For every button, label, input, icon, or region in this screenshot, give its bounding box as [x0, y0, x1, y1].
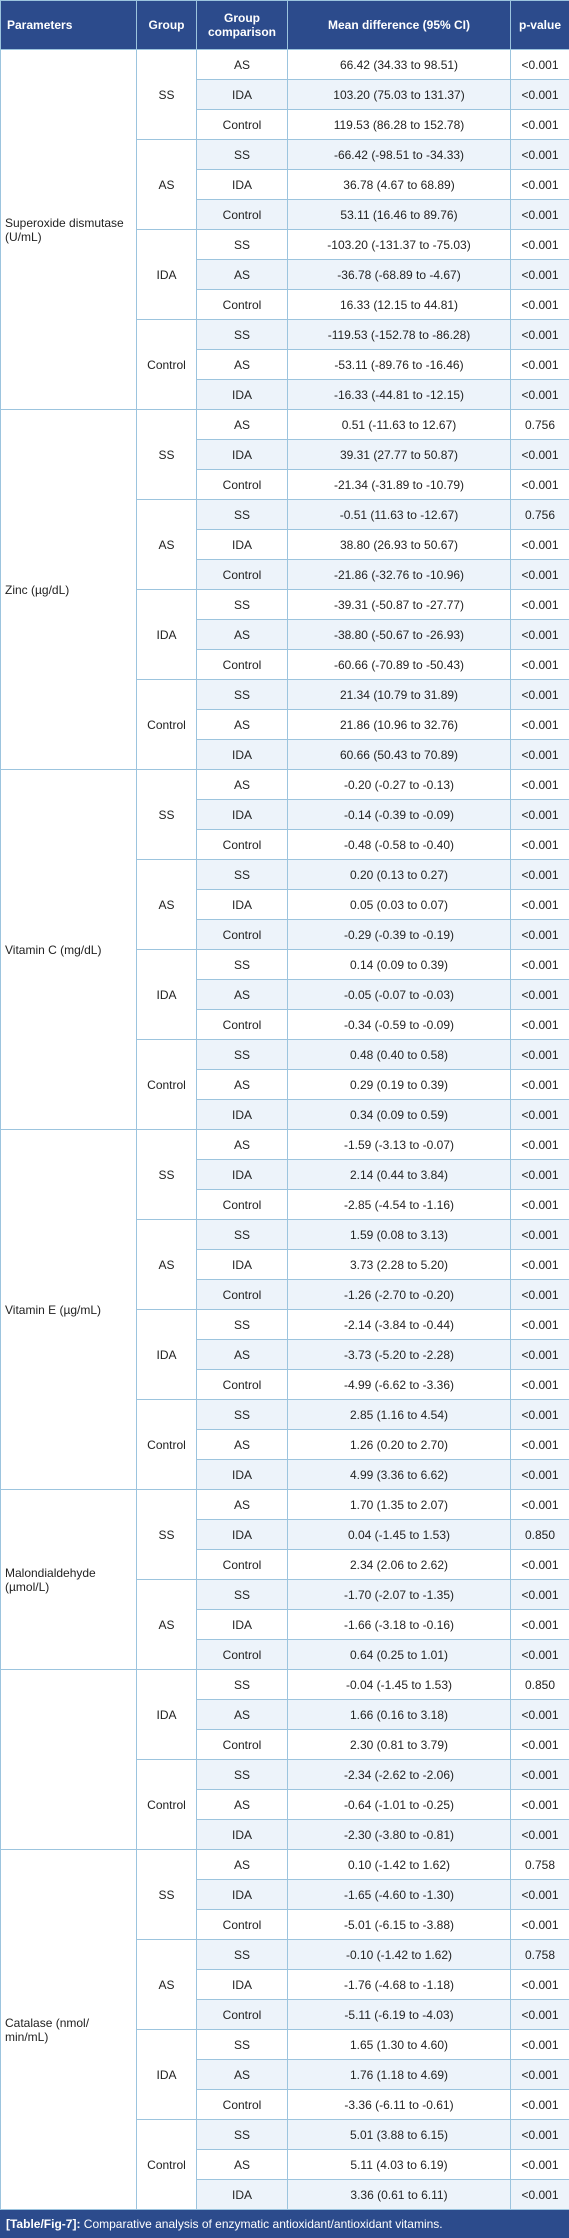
mean-difference-cell: -60.66 (-70.89 to -50.43): [288, 650, 511, 680]
p-value-cell: <0.001: [511, 230, 569, 260]
mean-difference-cell: 1.66 (0.16 to 3.18): [288, 1700, 511, 1730]
comparison-cell: AS: [197, 620, 288, 650]
header-mean-difference: Mean difference (95% CI): [288, 1, 511, 50]
p-value-cell: <0.001: [511, 1700, 569, 1730]
p-value-cell: <0.001: [511, 1610, 569, 1640]
comparison-cell: AS: [197, 710, 288, 740]
p-value-cell: <0.001: [511, 2120, 569, 2150]
parameter-cell: Vitamin E (µg/mL): [1, 1130, 137, 1490]
comparison-cell: IDA: [197, 1880, 288, 1910]
mean-difference-cell: -3.36 (-6.11 to -0.61): [288, 2090, 511, 2120]
mean-difference-cell: -119.53 (-152.78 to -86.28): [288, 320, 511, 350]
table-row: [1, 770, 569, 800]
group-cell: SS: [137, 410, 197, 500]
p-value-cell: <0.001: [511, 1370, 569, 1400]
mean-difference-cell: -2.34 (-2.62 to -2.06): [288, 1760, 511, 1790]
table-row: [1, 410, 569, 440]
comparison-cell: IDA: [197, 740, 288, 770]
table-row: [1, 1670, 569, 1700]
table-row: [1, 50, 569, 80]
p-value-cell: 0.850: [511, 1520, 569, 1550]
p-value-cell: <0.001: [511, 470, 569, 500]
p-value-cell: <0.001: [511, 980, 569, 1010]
comparison-cell: SS: [197, 320, 288, 350]
mean-difference-cell: -21.34 (-31.89 to -10.79): [288, 470, 511, 500]
p-value-cell: <0.001: [511, 2030, 569, 2060]
comparison-cell: Control: [197, 110, 288, 140]
header-parameters: Parameters: [1, 1, 137, 50]
p-value-cell: <0.001: [511, 2090, 569, 2120]
comparison-cell: Control: [197, 1550, 288, 1580]
p-value-cell: <0.001: [511, 1820, 569, 1850]
p-value-cell: <0.001: [511, 1220, 569, 1250]
comparison-cell: Control: [197, 560, 288, 590]
comparison-cell: IDA: [197, 1100, 288, 1130]
p-value-cell: <0.001: [511, 1640, 569, 1670]
comparison-cell: AS: [197, 1070, 288, 1100]
comparison-cell: Control: [197, 650, 288, 680]
parameter-cell: Vitamin C (mg/dL): [1, 770, 137, 1130]
group-cell: Control: [137, 2120, 197, 2210]
group-cell: AS: [137, 140, 197, 230]
mean-difference-cell: -0.05 (-0.07 to -0.03): [288, 980, 511, 1010]
comparison-cell: SS: [197, 140, 288, 170]
comparison-cell: Control: [197, 290, 288, 320]
mean-difference-cell: 16.33 (12.15 to 44.81): [288, 290, 511, 320]
comparison-cell: AS: [197, 1850, 288, 1880]
parameter-cell: [1, 1670, 137, 1850]
p-value-cell: 0.850: [511, 1670, 569, 1700]
p-value-cell: <0.001: [511, 1910, 569, 1940]
group-cell: IDA: [137, 950, 197, 1040]
mean-difference-cell: 60.66 (50.43 to 70.89): [288, 740, 511, 770]
comparison-cell: SS: [197, 1670, 288, 1700]
group-cell: AS: [137, 1940, 197, 2030]
mean-difference-cell: 0.20 (0.13 to 0.27): [288, 860, 511, 890]
p-value-cell: <0.001: [511, 590, 569, 620]
p-value-cell: <0.001: [511, 1430, 569, 1460]
mean-difference-cell: 0.14 (0.09 to 0.39): [288, 950, 511, 980]
mean-difference-cell: -0.20 (-0.27 to -0.13): [288, 770, 511, 800]
group-cell: AS: [137, 1580, 197, 1670]
comparison-cell: Control: [197, 200, 288, 230]
p-value-cell: <0.001: [511, 1070, 569, 1100]
p-value-cell: <0.001: [511, 1760, 569, 1790]
p-value-cell: <0.001: [511, 350, 569, 380]
p-value-cell: <0.001: [511, 80, 569, 110]
mean-difference-cell: 119.53 (86.28 to 152.78): [288, 110, 511, 140]
header-group-comparison: Group comparison: [197, 1, 288, 50]
comparison-cell: SS: [197, 590, 288, 620]
mean-difference-cell: 0.34 (0.09 to 0.59): [288, 1100, 511, 1130]
mean-difference-cell: 2.85 (1.16 to 4.54): [288, 1400, 511, 1430]
caption-text: Comparative analysis of enzymatic antioxidant/antioxidant vitamins.: [80, 2217, 442, 2231]
p-value-cell: <0.001: [511, 110, 569, 140]
mean-difference-cell: -0.64 (-1.01 to -0.25): [288, 1790, 511, 1820]
comparison-cell: IDA: [197, 1820, 288, 1850]
mean-difference-cell: 0.05 (0.03 to 0.07): [288, 890, 511, 920]
comparison-cell: Control: [197, 1640, 288, 1670]
mean-difference-cell: -5.11 (-6.19 to -4.03): [288, 2000, 511, 2030]
comparison-cell: IDA: [197, 1610, 288, 1640]
header-p-value: p-value: [511, 1, 569, 50]
mean-difference-cell: 2.30 (0.81 to 3.79): [288, 1730, 511, 1760]
comparison-cell: IDA: [197, 1970, 288, 2000]
p-value-cell: <0.001: [511, 950, 569, 980]
p-value-cell: <0.001: [511, 1550, 569, 1580]
mean-difference-cell: -0.10 (-1.42 to 1.62): [288, 1940, 511, 1970]
mean-difference-cell: -103.20 (-131.37 to -75.03): [288, 230, 511, 260]
comparison-cell: Control: [197, 1910, 288, 1940]
group-cell: IDA: [137, 1670, 197, 1760]
mean-difference-cell: 21.34 (10.79 to 31.89): [288, 680, 511, 710]
comparison-cell: SS: [197, 950, 288, 980]
comparison-cell: AS: [197, 770, 288, 800]
mean-difference-cell: 5.01 (3.88 to 6.15): [288, 2120, 511, 2150]
p-value-cell: <0.001: [511, 200, 569, 230]
mean-difference-cell: 2.34 (2.06 to 2.62): [288, 1550, 511, 1580]
mean-difference-cell: -21.86 (-32.76 to -10.96): [288, 560, 511, 590]
mean-difference-cell: -1.76 (-4.68 to -1.18): [288, 1970, 511, 2000]
comparison-cell: AS: [197, 1790, 288, 1820]
mean-difference-cell: 21.86 (10.96 to 32.76): [288, 710, 511, 740]
comparison-cell: IDA: [197, 1160, 288, 1190]
p-value-cell: <0.001: [511, 530, 569, 560]
parameter-cell: Superoxide dismutase (U/mL): [1, 50, 137, 410]
mean-difference-cell: -53.11 (-89.76 to -16.46): [288, 350, 511, 380]
comparison-cell: IDA: [197, 80, 288, 110]
p-value-cell: <0.001: [511, 1310, 569, 1340]
comparison-cell: IDA: [197, 440, 288, 470]
table-body: [1, 50, 569, 2210]
comparison-cell: IDA: [197, 1460, 288, 1490]
p-value-cell: <0.001: [511, 380, 569, 410]
comparison-cell: IDA: [197, 890, 288, 920]
mean-difference-cell: 66.42 (34.33 to 98.51): [288, 50, 511, 80]
p-value-cell: <0.001: [511, 290, 569, 320]
comparison-cell: AS: [197, 1430, 288, 1460]
parameter-cell: Zinc (µg/dL): [1, 410, 137, 770]
p-value-cell: <0.001: [511, 170, 569, 200]
mean-difference-cell: -1.26 (-2.70 to -0.20): [288, 1280, 511, 1310]
comparison-cell: AS: [197, 2060, 288, 2090]
p-value-cell: <0.001: [511, 1160, 569, 1190]
mean-difference-cell: -0.04 (-1.45 to 1.53): [288, 1670, 511, 1700]
p-value-cell: <0.001: [511, 1130, 569, 1160]
table-row: [1, 1130, 569, 1160]
table-caption: [0, 2210, 569, 2238]
comparison-cell: SS: [197, 680, 288, 710]
comparison-cell: Control: [197, 2090, 288, 2120]
group-cell: Control: [137, 1760, 197, 1850]
group-cell: SS: [137, 770, 197, 860]
mean-difference-cell: 38.80 (26.93 to 50.67): [288, 530, 511, 560]
p-value-cell: <0.001: [511, 890, 569, 920]
p-value-cell: <0.001: [511, 860, 569, 890]
comparison-cell: SS: [197, 1580, 288, 1610]
parameter-cell: Catalase (nmol/ min/mL): [1, 1850, 137, 2210]
mean-difference-cell: 0.51 (-11.63 to 12.67): [288, 410, 511, 440]
comparison-cell: IDA: [197, 530, 288, 560]
mean-difference-cell: 1.59 (0.08 to 3.13): [288, 1220, 511, 1250]
p-value-cell: <0.001: [511, 770, 569, 800]
p-value-cell: <0.001: [511, 1730, 569, 1760]
comparison-cell: Control: [197, 470, 288, 500]
group-cell: Control: [137, 1040, 197, 1130]
comparison-cell: AS: [197, 1490, 288, 1520]
caption-label: [Table/Fig-7]:: [6, 2217, 80, 2231]
comparison-cell: SS: [197, 1220, 288, 1250]
p-value-cell: <0.001: [511, 2150, 569, 2180]
comparison-cell: AS: [197, 1700, 288, 1730]
mean-difference-cell: 5.11 (4.03 to 6.19): [288, 2150, 511, 2180]
p-value-cell: <0.001: [511, 320, 569, 350]
mean-difference-cell: 0.04 (-1.45 to 1.53): [288, 1520, 511, 1550]
group-cell: SS: [137, 1490, 197, 1580]
comparison-cell: AS: [197, 410, 288, 440]
p-value-cell: 0.756: [511, 410, 569, 440]
mean-difference-cell: -0.29 (-0.39 to -0.19): [288, 920, 511, 950]
group-cell: AS: [137, 500, 197, 590]
p-value-cell: <0.001: [511, 1460, 569, 1490]
p-value-cell: 0.758: [511, 1850, 569, 1880]
comparison-cell: SS: [197, 2030, 288, 2060]
mean-difference-cell: -2.14 (-3.84 to -0.44): [288, 1310, 511, 1340]
comparison-cell: Control: [197, 1370, 288, 1400]
comparison-cell: Control: [197, 830, 288, 860]
p-value-cell: <0.001: [511, 2180, 569, 2210]
mean-difference-cell: 0.10 (-1.42 to 1.62): [288, 1850, 511, 1880]
mean-difference-cell: -0.48 (-0.58 to -0.40): [288, 830, 511, 860]
mean-difference-cell: 0.64 (0.25 to 1.01): [288, 1640, 511, 1670]
group-cell: SS: [137, 50, 197, 140]
comparison-cell: SS: [197, 1310, 288, 1340]
p-value-cell: <0.001: [511, 2060, 569, 2090]
comparison-cell: SS: [197, 1040, 288, 1070]
p-value-cell: <0.001: [511, 710, 569, 740]
group-cell: SS: [137, 1850, 197, 1940]
comparison-cell: AS: [197, 350, 288, 380]
p-value-cell: <0.001: [511, 740, 569, 770]
group-cell: IDA: [137, 2030, 197, 2120]
mean-difference-cell: 103.20 (75.03 to 131.37): [288, 80, 511, 110]
comparison-cell: AS: [197, 1340, 288, 1370]
group-cell: AS: [137, 860, 197, 950]
p-value-cell: <0.001: [511, 2000, 569, 2030]
comparison-cell: SS: [197, 2120, 288, 2150]
comparison-cell: IDA: [197, 2180, 288, 2210]
comparison-cell: IDA: [197, 380, 288, 410]
comparison-cell: AS: [197, 2150, 288, 2180]
comparison-cell: Control: [197, 1730, 288, 1760]
p-value-cell: <0.001: [511, 440, 569, 470]
comparison-cell: SS: [197, 1400, 288, 1430]
comparison-cell: SS: [197, 500, 288, 530]
mean-difference-cell: -66.42 (-98.51 to -34.33): [288, 140, 511, 170]
mean-difference-cell: 3.36 (0.61 to 6.11): [288, 2180, 511, 2210]
mean-difference-cell: -0.34 (-0.59 to -0.09): [288, 1010, 511, 1040]
comparison-cell: Control: [197, 1280, 288, 1310]
p-value-cell: <0.001: [511, 1490, 569, 1520]
mean-difference-cell: 3.73 (2.28 to 5.20): [288, 1250, 511, 1280]
mean-difference-cell: 1.26 (0.20 to 2.70): [288, 1430, 511, 1460]
mean-difference-cell: 1.70 (1.35 to 2.07): [288, 1490, 511, 1520]
group-cell: Control: [137, 1400, 197, 1490]
comparison-cell: IDA: [197, 170, 288, 200]
comparison-cell: Control: [197, 2000, 288, 2030]
p-value-cell: <0.001: [511, 1790, 569, 1820]
mean-difference-cell: 53.11 (16.46 to 89.76): [288, 200, 511, 230]
mean-difference-cell: -0.51 (11.63 to -12.67): [288, 500, 511, 530]
p-value-cell: <0.001: [511, 260, 569, 290]
comparison-cell: IDA: [197, 1250, 288, 1280]
mean-difference-cell: 1.65 (1.30 to 4.60): [288, 2030, 511, 2060]
comparison-cell: Control: [197, 1190, 288, 1220]
p-value-cell: <0.001: [511, 1040, 569, 1070]
p-value-cell: <0.001: [511, 1010, 569, 1040]
comparison-cell: SS: [197, 1940, 288, 1970]
mean-difference-cell: -5.01 (-6.15 to -3.88): [288, 1910, 511, 1940]
comparison-cell: SS: [197, 860, 288, 890]
p-value-cell: <0.001: [511, 650, 569, 680]
mean-difference-cell: 4.99 (3.36 to 6.62): [288, 1460, 511, 1490]
mean-difference-cell: -2.30 (-3.80 to -0.81): [288, 1820, 511, 1850]
p-value-cell: <0.001: [511, 1340, 569, 1370]
p-value-cell: <0.001: [511, 680, 569, 710]
comparison-cell: Control: [197, 1010, 288, 1040]
mean-difference-cell: 36.78 (4.67 to 68.89): [288, 170, 511, 200]
comparison-cell: IDA: [197, 800, 288, 830]
parameter-cell: Malondialdehyde (µmol/L): [1, 1490, 137, 1670]
mean-difference-cell: -3.73 (-5.20 to -2.28): [288, 1340, 511, 1370]
header-row: [1, 1, 569, 50]
mean-difference-cell: -1.66 (-3.18 to -0.16): [288, 1610, 511, 1640]
p-value-cell: <0.001: [511, 1190, 569, 1220]
comparison-cell: AS: [197, 980, 288, 1010]
mean-difference-cell: -39.31 (-50.87 to -27.77): [288, 590, 511, 620]
group-cell: IDA: [137, 590, 197, 680]
comparison-cell: AS: [197, 50, 288, 80]
group-cell: IDA: [137, 1310, 197, 1400]
group-cell: SS: [137, 1130, 197, 1220]
group-cell: Control: [137, 320, 197, 410]
comparison-cell: SS: [197, 230, 288, 260]
mean-difference-cell: 0.29 (0.19 to 0.39): [288, 1070, 511, 1100]
p-value-cell: <0.001: [511, 800, 569, 830]
p-value-cell: <0.001: [511, 1100, 569, 1130]
p-value-cell: 0.756: [511, 500, 569, 530]
mean-difference-cell: 2.14 (0.44 to 3.84): [288, 1160, 511, 1190]
p-value-cell: <0.001: [511, 1970, 569, 2000]
p-value-cell: <0.001: [511, 560, 569, 590]
mean-difference-cell: -1.65 (-4.60 to -1.30): [288, 1880, 511, 1910]
mean-difference-cell: -1.70 (-2.07 to -1.35): [288, 1580, 511, 1610]
mean-difference-cell: 1.76 (1.18 to 4.69): [288, 2060, 511, 2090]
comparison-cell: Control: [197, 920, 288, 950]
mean-difference-cell: -38.80 (-50.67 to -26.93): [288, 620, 511, 650]
comparison-cell: AS: [197, 260, 288, 290]
p-value-cell: <0.001: [511, 1250, 569, 1280]
p-value-cell: 0.758: [511, 1940, 569, 1970]
mean-difference-cell: -0.14 (-0.39 to -0.09): [288, 800, 511, 830]
mean-difference-cell: -2.85 (-4.54 to -1.16): [288, 1190, 511, 1220]
group-cell: IDA: [137, 230, 197, 320]
comparison-cell: IDA: [197, 1520, 288, 1550]
comparison-cell: AS: [197, 1130, 288, 1160]
p-value-cell: <0.001: [511, 1400, 569, 1430]
p-value-cell: <0.001: [511, 830, 569, 860]
mean-difference-cell: -4.99 (-6.62 to -3.36): [288, 1370, 511, 1400]
table-row: [1, 1850, 569, 1880]
p-value-cell: <0.001: [511, 920, 569, 950]
mean-difference-cell: 39.31 (27.77 to 50.87): [288, 440, 511, 470]
comparison-cell: SS: [197, 1760, 288, 1790]
group-cell: AS: [137, 1220, 197, 1310]
group-cell: Control: [137, 680, 197, 770]
mean-difference-cell: 0.48 (0.40 to 0.58): [288, 1040, 511, 1070]
p-value-cell: <0.001: [511, 50, 569, 80]
mean-difference-cell: -36.78 (-68.89 to -4.67): [288, 260, 511, 290]
mean-difference-cell: -1.59 (-3.13 to -0.07): [288, 1130, 511, 1160]
mean-difference-cell: -16.33 (-44.81 to -12.15): [288, 380, 511, 410]
p-value-cell: <0.001: [511, 1580, 569, 1610]
p-value-cell: <0.001: [511, 1280, 569, 1310]
p-value-cell: <0.001: [511, 620, 569, 650]
header-group: Group: [137, 1, 197, 50]
p-value-cell: <0.001: [511, 1880, 569, 1910]
table-row: [1, 1490, 569, 1520]
p-value-cell: <0.001: [511, 140, 569, 170]
